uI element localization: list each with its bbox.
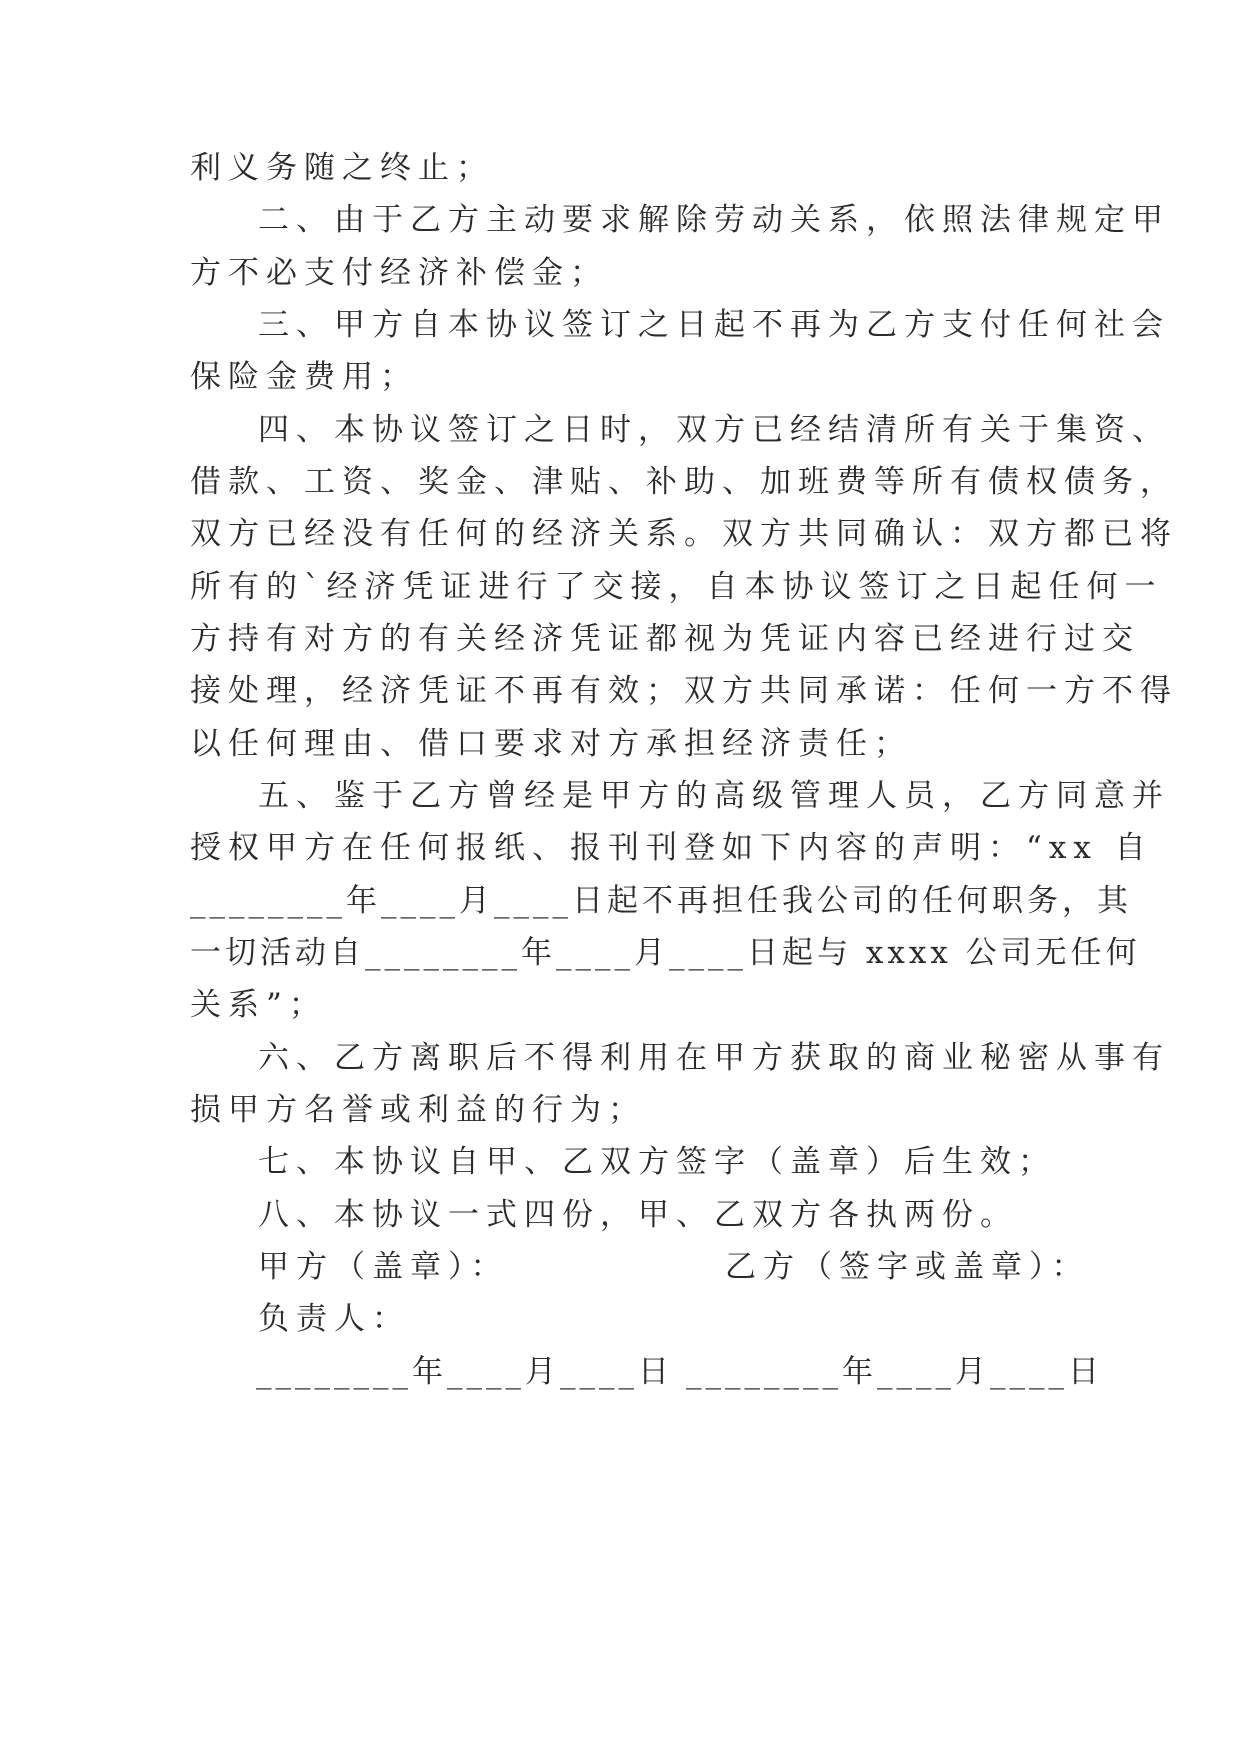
- text-line: 关系”；: [190, 987, 327, 1023]
- text-line: 双方已经没有任何的经济关系。双方共同确认：双方都已将: [190, 516, 1178, 552]
- text-line: 八、本协议一式四份，甲、乙双方各执两份。: [258, 1197, 1018, 1233]
- text-line: 接处理，经济凭证不再有效；双方共同承诺：任何一方不得: [190, 673, 1178, 709]
- party-b-date-line: ________年____月____日: [686, 1354, 1103, 1390]
- party-a-date-line: ________年____月____日: [256, 1354, 673, 1390]
- text-line: 保险金费用；: [190, 359, 418, 395]
- text-line: ________年____月____日起不再担任我公司的任何职务，其: [190, 883, 1132, 919]
- text-line: 借款、工资、奖金、津贴、补助、加班费等所有债权债务，: [190, 464, 1178, 500]
- party-b-signature-label: 乙方（签字或盖章）：: [725, 1249, 1090, 1285]
- text-line: 六、乙方离职后不得利用在甲方获取的商业秘密从事有: [258, 1040, 1170, 1076]
- party-a-seal-label: 甲方（盖章）：: [258, 1249, 509, 1285]
- responsible-person-label: 负责人：: [258, 1301, 410, 1337]
- text-line: 二、由于乙方主动要求解除劳动关系，依照法律规定甲: [258, 202, 1170, 238]
- text-line: 损甲方名誉或利益的行为；: [190, 1092, 646, 1128]
- text-line: 利义务随之终止；: [190, 150, 494, 186]
- text-line: 方不必支付经济补偿金；: [190, 255, 608, 291]
- text-line: 授权甲方在任何报纸、报刊刊登如下内容的声明：“xx 自: [190, 830, 1153, 866]
- text-line: 四、本协议签订之日时，双方已经结清所有关于集资、: [258, 412, 1170, 448]
- text-line: 方持有对方的有关经济凭证都视为凭证内容已经进行过交: [190, 621, 1140, 657]
- text-line: 五、鉴于乙方曾经是甲方的高级管理人员，乙方同意并: [258, 778, 1170, 814]
- text-line: 以任何理由、借口要求对方承担经济责任；: [190, 726, 912, 762]
- text-line: 三、甲方自本协议签订之日起不再为乙方支付任何社会: [258, 307, 1170, 343]
- text-line: 所有的`经济凭证进行了交接，自本协议签订之日起任何一: [190, 569, 1163, 605]
- text-line: 七、本协议自甲、乙双方签字（盖章）后生效；: [258, 1144, 1056, 1180]
- text-line: 一切活动自________年____月____日起与 xxxx 公司无任何: [190, 935, 1141, 971]
